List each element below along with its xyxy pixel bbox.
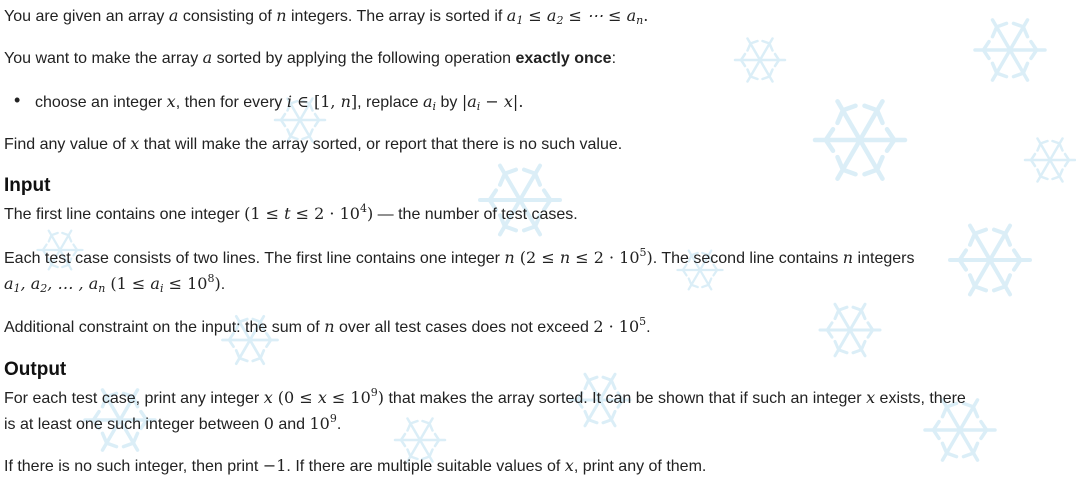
input-paragraph-3: $a_1$, $a_2$, … , $a_n$ $(1 \le a_i \le 10^8)$. [4,272,226,295]
output-paragraph-3: If there is no such integer, then print −1. If there are multiple suitable values of x, print any of them. [4,456,707,475]
statement-paragraph-2: You want to make the array a sorted by applying the following operation exactly once: [4,48,617,67]
output-paragraph-1: For each test case, print any integer x $(0 \le x \le 10^9)$ that makes the array sorted. It can be shown that if such an integer x exists, there [4,386,966,407]
input-heading: Input [4,175,51,196]
input-paragraph-1: The first line contains one integer $(1 \le t \le 2 \cdot 10^4)$ — the number of test cases. [4,202,578,223]
output-paragraph-2: is at least one such integer between 0 and $10^9$. [4,412,342,433]
bullet-marker: • [14,90,21,110]
statement-paragraph-3: Find any value of x that will make the array sorted, or report that there is no such value. [4,134,623,153]
input-paragraph-4: Additional constraint on the input: the sum of n over all test cases does not exceed $2 \cdot 10^5$. [4,315,651,336]
input-paragraph-2: Each test case consists of two lines. The first line contains one integer n $(2 \le n \le 2 \cdot 10^5)$. The second line contains n integers [4,246,915,267]
output-heading: Output [4,359,67,380]
statement-paragraph-1: You are given an array a consisting of n integers. The array is sorted if $a_1 \le a_2$ ≤ ⋯ ≤ $a_n$. [4,6,649,27]
bullet-item-operation: choose an integer x, then for every i ∈ [1, n], replace $a_i$ by $|a_i - x|$. [35,92,524,113]
